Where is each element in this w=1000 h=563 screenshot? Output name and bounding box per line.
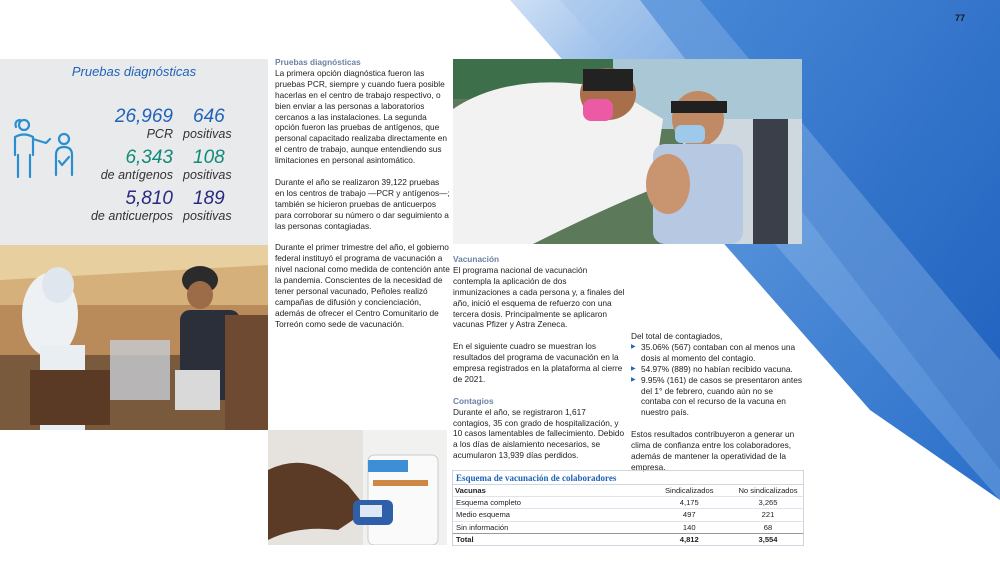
table-cell: 497 — [646, 509, 734, 521]
table-row — [453, 521, 803, 533]
pcr-positives-label: positivas — [183, 127, 232, 141]
table-cell: 4,812 — [646, 533, 734, 545]
antigen-positives-label: positivas — [183, 168, 232, 182]
text-column-3 — [631, 331, 803, 484]
paragraph: La primera opción diagnóstica fueron las pruebas PCR, siempre y cuando fuera posible hacerlas en el centro de trabajo respectivo, o bien enviar a las personas a laboratorios cercanos a las instalaciones. La segunda opción fueron las pruebas de antígenos, que personal capacitado realizaba directamente en el centro de trabajo, aunque entendiendo sus limitaciones en personal asintomático. — [275, 67, 448, 166]
list-item: ▶ 54.97% (889) no habían recibido vacuna. — [631, 364, 803, 375]
table-cell: 4,175 — [646, 497, 734, 509]
antibody-positives: 189 — [193, 188, 225, 209]
table-row — [453, 509, 803, 521]
paragraph: Durante el primer trimestre del año, el gobierno federal instituyó el programa de vacunación a nivel nacional como medida de contención ante la pandemia. Conscientes de la necesidad de tener personal vacunado, Peñoles realizó campañas de difusión y concienciación, además de ofrecer el Centro Comunitario de Torreón como sede de vacunación. — [275, 242, 450, 329]
antibody-positives-label: positivas — [183, 209, 232, 223]
photo-oximeter — [268, 430, 447, 545]
antibody-count: 5,810 — [125, 188, 173, 209]
paragraph: En el siguiente cuadro se muestran los resultados del programa de vacunación en la empresa registrados en la plataforma al cierre de 2021. — [453, 341, 623, 384]
section-heading-contagios: Contagios — [453, 395, 494, 406]
paragraph: Durante el año se realizaron 39,122 pruebas en los centros de trabajo —PCR y antígenos—; también se hicieron pruebas de anticuerpos para corroborar su número o dar seguimiento a las personas contagiadas. — [275, 176, 450, 231]
table-total-row — [453, 533, 803, 545]
section-heading-pruebas: Pruebas diagnósticas — [275, 57, 361, 67]
pcr-positives: 646 — [193, 106, 225, 127]
section-heading-vacunacion: Vacunación — [453, 254, 500, 264]
table-cell: Medio esquema — [453, 509, 646, 521]
table-cell: Esquema completo — [453, 497, 646, 509]
table-cell: 140 — [646, 521, 734, 533]
table-header-row — [453, 485, 803, 497]
pcr-count: 26,969 — [114, 106, 173, 127]
photo-vaccination — [453, 59, 802, 244]
antigen-label: de antígenos — [100, 168, 173, 182]
list-item: ▶ 9.95% (161) de casos se presentaron antes del 1° de febrero, cuando aún no se contaba con el recurso de la vacuna en nuestro país. — [631, 375, 803, 419]
table-cell: 3,265 — [733, 497, 803, 509]
table-cell: 3,554 — [733, 533, 803, 545]
table-cell: 221 — [733, 509, 803, 521]
antigen-count: 6,343 — [125, 147, 173, 168]
paragraph: Del total de contagiados, — [631, 331, 723, 341]
column-header: Vacunas — [455, 486, 486, 495]
table-title: Esquema de vacunación de colaboradores — [453, 471, 803, 485]
paragraph: El programa nacional de vacunación contempla la aplicación de dos inmunizaciones a cada persona y, a finales del año, inició el esquema de refuerzo con una tercera dosis. Principalmente se aplicaron vacunas Pfizer y Astra Zeneca. — [453, 264, 625, 330]
vaccination-table — [452, 470, 804, 546]
antigen-positives: 108 — [193, 147, 225, 168]
paragraph: Estos resultados contribuyeron a generar un clima de confianza entre los colaboradores, además de mantener la operatividad de la empresa. — [631, 429, 795, 472]
table-cell: 68 — [733, 521, 803, 533]
column-header: Sindicalizados — [664, 486, 714, 495]
page-number: 77 — [955, 13, 966, 23]
table-row — [453, 497, 803, 509]
photo-covid-testing — [0, 245, 268, 430]
text-column-2 — [453, 254, 625, 472]
list-item: ▶ 35.06% (567) contaban con al menos una dosis al momento del contagio. — [631, 342, 803, 364]
table-cell: Sin información — [453, 521, 646, 533]
paragraph: Durante el año, se registraron 1,617 contagios, 35 con grado de hospitalización, y 10 casos lamentables de fallecimiento. Debido a los días de aislamiento necesarios, se acumularon 13,939 días perdidos. — [453, 406, 625, 461]
text-column-1 — [275, 57, 450, 341]
stats-title: Pruebas diagnósticas — [71, 64, 197, 79]
table-cell: Total — [453, 533, 646, 545]
pcr-label: PCR — [146, 127, 173, 141]
column-header: No sindicalizados — [738, 486, 798, 495]
antibody-label: de anticuerpos — [90, 209, 173, 223]
